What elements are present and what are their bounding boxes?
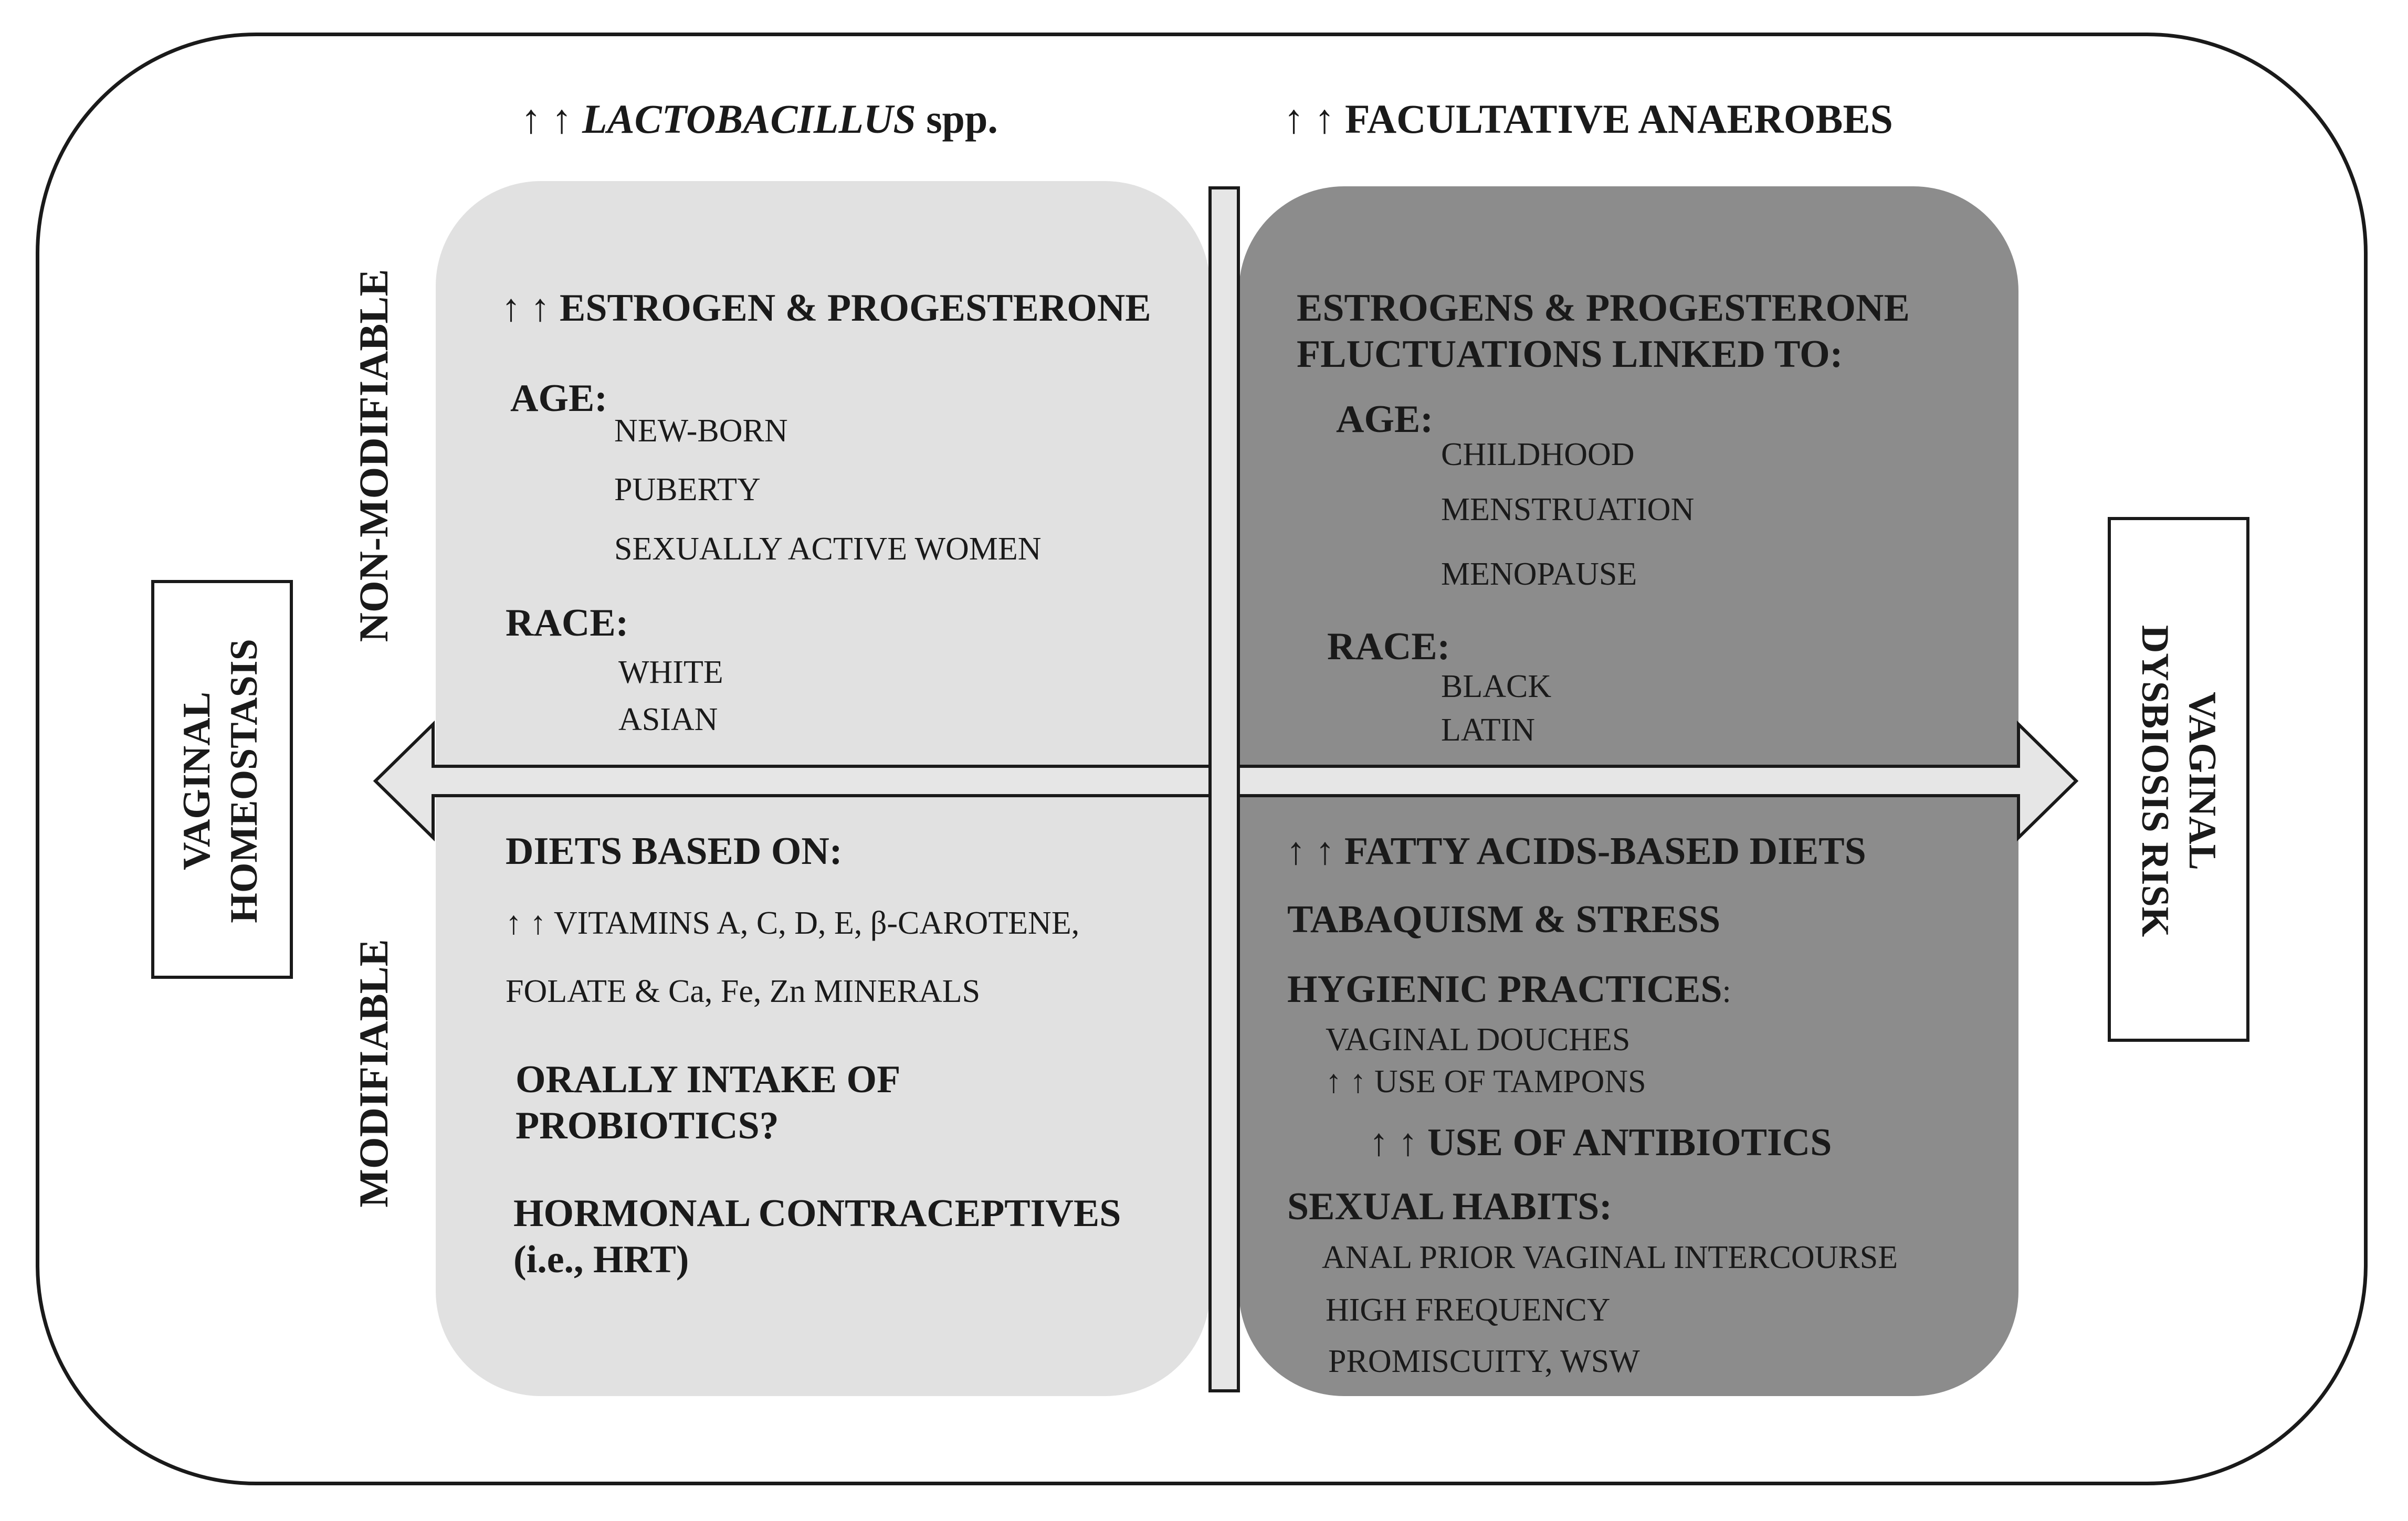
vaginal-homeostasis-line2: HOMEOSTASIS [223, 639, 266, 923]
up-arrows: ↑ ↑ [521, 96, 572, 142]
hygienic-colon: : [1722, 974, 1731, 1009]
age-item-newborn: NEW-BORN [614, 413, 788, 449]
race-item-black: BLACK [1441, 669, 1552, 704]
race-item-white: WHITE [618, 654, 723, 690]
fluctuations-title-line1: ESTROGENS & PROGESTERONE [1297, 287, 1910, 330]
estrogen-progesterone-title: ↑ ↑ ESTROGEN & PROGESTERONE [501, 287, 1151, 330]
vertical-divider [1210, 188, 1238, 1391]
lactobacillus-heading [521, 96, 998, 142]
sexual-item-anal: ANAL PRIOR VAGINAL INTERCOURSE [1322, 1240, 1898, 1275]
race-item-latin: LATIN [1441, 712, 1536, 748]
probiotics-line1: ORALLY INTAKE OF [516, 1058, 901, 1101]
vaginal-dysbiosis-line2: DYSBIOSIS RISK [2133, 625, 2176, 937]
age-item-sexually-active: SEXUALLY ACTIVE WOMEN [614, 531, 1042, 567]
diets-title: DIETS BASED ON: [506, 830, 843, 873]
age-item-menopause: MENOPAUSE [1441, 556, 1637, 592]
vaginal-dysbiosis-risk-box [2108, 517, 2249, 1042]
vaginal-dysbiosis-line1: VAGINAL [2181, 692, 2224, 870]
fluctuations-title-line2: FLUCTUATIONS LINKED TO: [1297, 333, 1843, 376]
facultative-anaerobes-heading: ↑ ↑ FACULTATIVE ANAEROBES [1284, 96, 1893, 142]
antibiotics-line: ↑ ↑ USE OF ANTIBIOTICS [1369, 1121, 1832, 1164]
non-modifiable-label: NON-MODIFIABLE [351, 269, 396, 642]
race-label: RACE: [506, 601, 629, 645]
sexual-item-promiscuity: PROMISCUITY, WSW [1328, 1344, 1640, 1379]
modifiable-label: MODIFIABLE [351, 939, 396, 1208]
lactobacillus-name: LACTOBACILLUS [582, 96, 916, 142]
fatty-acids-line: ↑ ↑ FATTY ACIDS-BASED DIETS [1286, 830, 1866, 873]
hygienic-title: HYGIENIC PRACTICES [1287, 968, 1722, 1011]
probiotics-line2: PROBIOTICS? [516, 1104, 779, 1147]
sexual-habits-title: SEXUAL HABITS: [1287, 1185, 1612, 1228]
vaginal-homeostasis-line1: VAGINAL [175, 692, 218, 870]
tampons-line: ↑ ↑ USE OF TAMPONS [1326, 1064, 1646, 1100]
vaginal-homeostasis-box [151, 580, 293, 979]
vitamins-line: ↑ ↑ VITAMINS A, C, D, E, β-CAROTENE, [506, 905, 1080, 941]
minerals-line: FOLATE & Ca, Fe, Zn MINERALS [506, 974, 981, 1009]
contraceptives-line1: HORMONAL CONTRACEPTIVES [513, 1192, 1121, 1235]
vaginal-douches-line: VAGINAL DOUCHES [1326, 1022, 1631, 1058]
sexual-item-frequency: HIGH FREQUENCY [1326, 1292, 1611, 1328]
tabaquism-line: TABAQUISM & STRESS [1287, 898, 1721, 941]
spp-label: spp. [926, 96, 998, 142]
race-label-right: RACE: [1327, 625, 1450, 668]
hygienic-practices-line [1287, 970, 1731, 1009]
age-label: AGE: [510, 377, 607, 420]
age-label-right: AGE: [1336, 398, 1433, 441]
age-item-puberty: PUBERTY [614, 472, 761, 508]
contraceptives-line2: (i.e., HRT) [513, 1238, 689, 1281]
race-item-asian: ASIAN [618, 702, 718, 737]
age-item-menstruation: MENSTRUATION [1441, 492, 1695, 527]
age-item-childhood: CHILDHOOD [1441, 437, 1635, 472]
